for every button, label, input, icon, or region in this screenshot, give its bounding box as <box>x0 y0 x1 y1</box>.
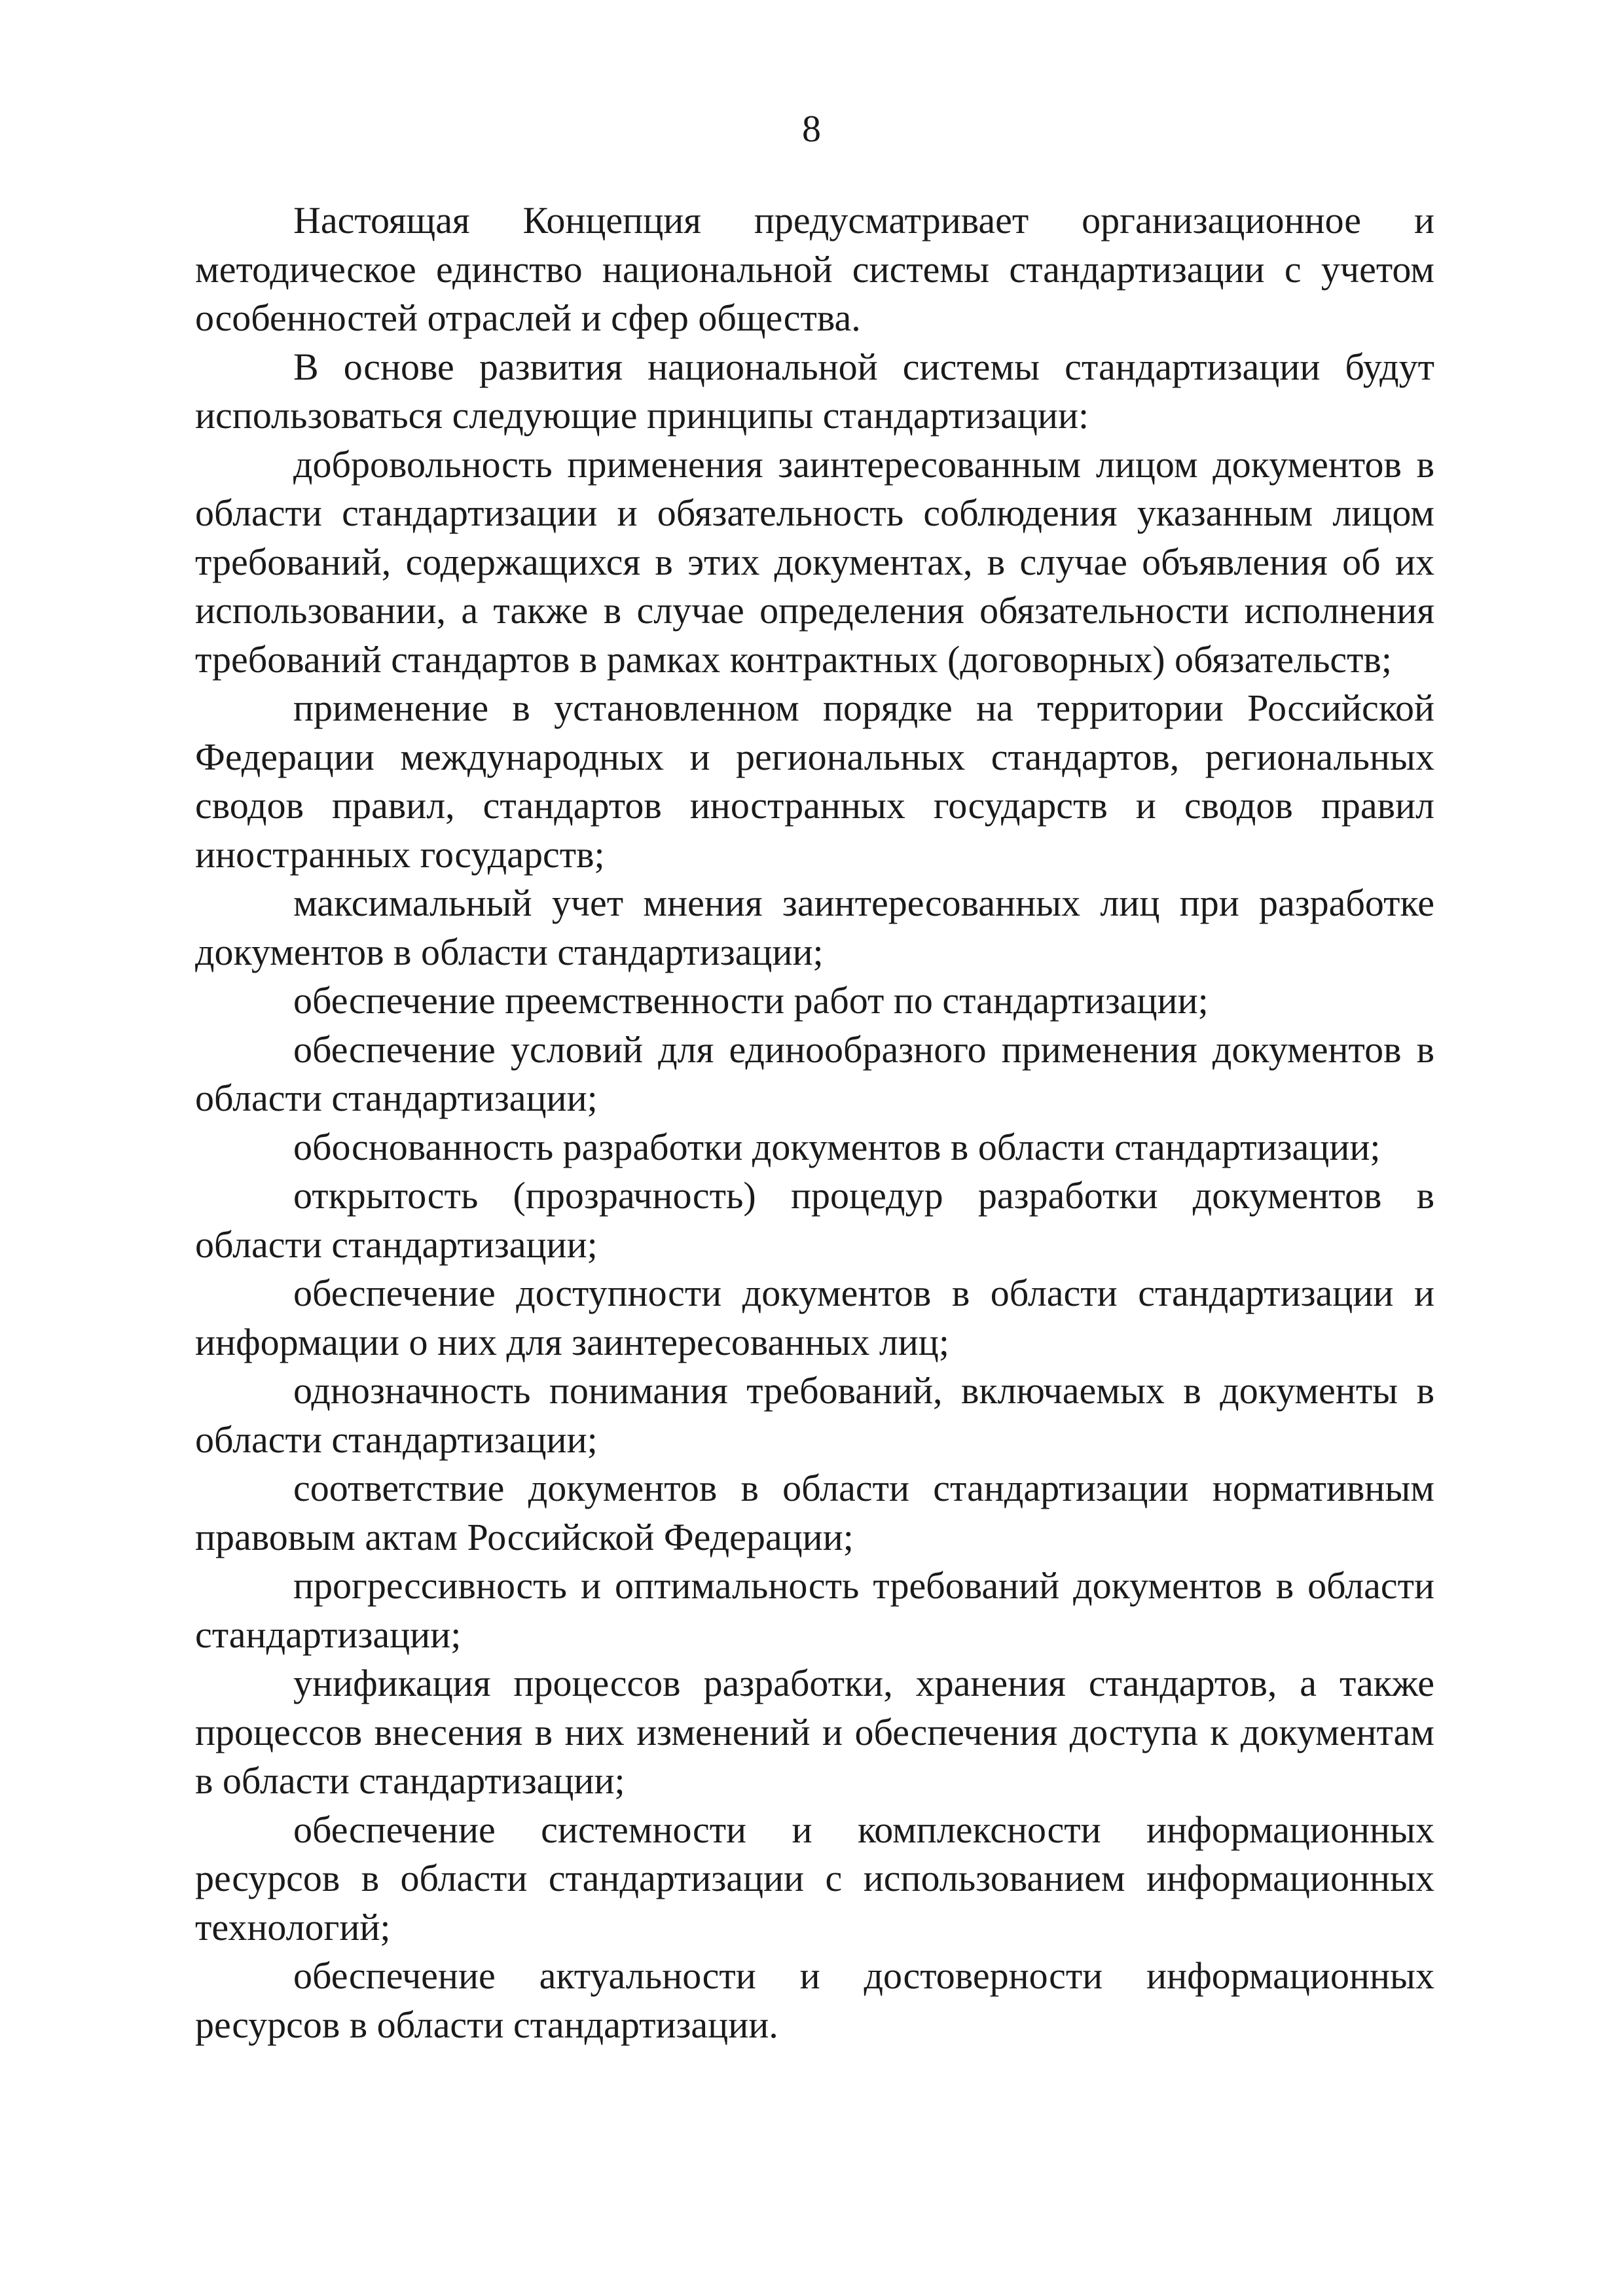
paragraph: однозначность понимания требований, включаемых в документы в области стандартизации; <box>195 1369 1434 1461</box>
paragraph: Настоящая Концепция предусматривает организационное и методическое единство национальной системы стандартизации с учетом особенностей отраслей и сфер общества. <box>195 199 1434 339</box>
paragraph: унификация процессов разработки, хранения стандартов, а также процессов внесения в них изменений и обеспечения доступа к документам в области стандартизации; <box>195 1662 1434 1802</box>
page-number: 8 <box>802 107 821 150</box>
paragraph: добровольность применения заинтересованным лицом документов в области стандартизации и обязательность соблюдения указанным лицом требований, содержащихся в этих документах, в случае объявления об их использовании, а также в случае определения обязательности исполнения требований стандартов в рамках контрактных (договорных) обязательств; <box>195 442 1434 681</box>
paragraph: максимальный учет мнения заинтересованных лиц при разработке документов в области стандартизации; <box>195 882 1434 973</box>
paragraph: обеспечение условий для единообразного применения документов в области стандартизации; <box>195 1028 1434 1119</box>
paragraph: обеспечение системности и комплексности информационных ресурсов в области стандартизации с использованием информационных технологий; <box>195 1808 1434 1948</box>
paragraph: обоснованность разработки документов в области стандартизации; <box>293 1125 1381 1168</box>
paragraph: прогрессивность и оптимальность требований документов в области стандартизации; <box>195 1564 1434 1656</box>
body-text <box>195 196 1434 2049</box>
paragraph: В основе развития национальной системы стандартизации будут использоваться следующие принципы стандартизации: <box>195 345 1434 437</box>
paragraph: обеспечение доступности документов в области стандартизации и информации о них для заинтересованных лиц; <box>195 1272 1434 1363</box>
paragraph: применение в установленном порядке на территории Российской Федерации международных и региональных стандартов, региональных сводов правил, стандартов иностранных государств и сводов правил иностранных государств; <box>195 687 1434 876</box>
paragraph: обеспечение актуальности и достоверности информационных ресурсов в области стандартизации. <box>195 1954 1434 2046</box>
paragraph: открытость (прозрачность) процедур разработки документов в области стандартизации; <box>195 1174 1434 1266</box>
paragraph: обеспечение преемственности работ по стандартизации; <box>293 979 1209 1022</box>
paragraph: соответствие документов в области стандартизации нормативным правовым актам Российской Федерации; <box>195 1467 1434 1558</box>
